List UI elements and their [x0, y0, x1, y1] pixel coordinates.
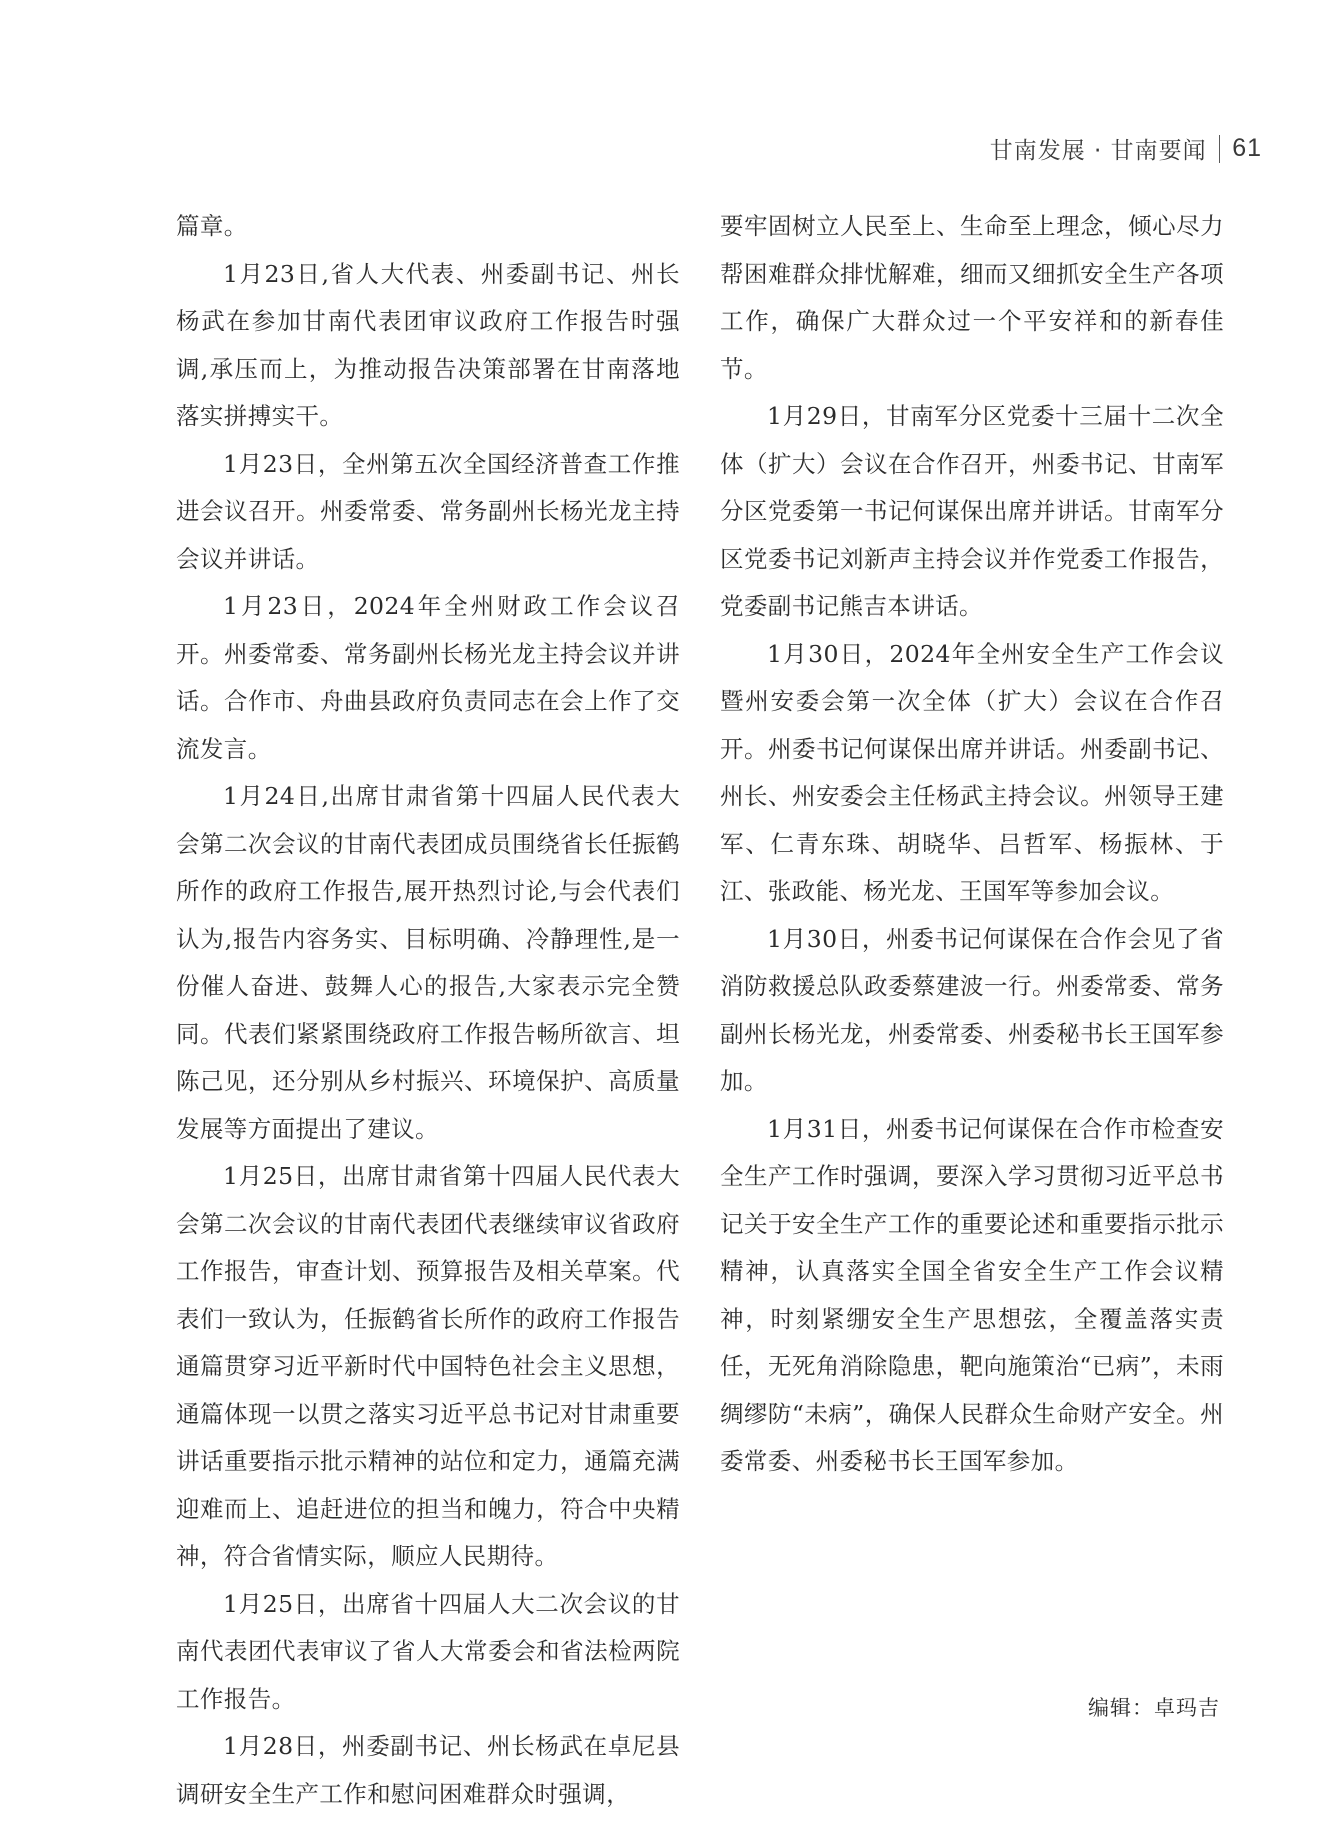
editor-credit: 编辑：卓玛吉 — [1088, 1696, 1220, 1720]
paragraph: 1月30日，州委书记何谋保在合作会见了省消防救援总队政委蔡建波一行。州委常委、常务副州长杨光龙，州委常委、州委秘书长王国军参加。 — [720, 924, 1224, 1095]
left-column — [176, 203, 680, 1818]
right-column — [720, 203, 1224, 1486]
running-header — [990, 132, 1262, 165]
paragraph: 1月30日，2024年全州安全生产工作会议暨州安委会第一次全体（扩大）会议在合作召开。州委书记何谋保出席并讲话。州委副书记、州长、州安委会主任杨武主持会议。州领导王建军、仁青东珠、胡晓华、吕哲军、杨振林、于江、张政能、杨光龙、王国军等参加会议。 — [720, 639, 1224, 905]
section-title: 甘南发展 · 甘南要闻 — [989, 138, 1207, 164]
paragraph: 篇章。 — [176, 212, 248, 240]
paragraph: 要牢固树立人民至上、生命至上理念，倾心尽力帮困难群众排忧解难，细而又细抓安全生产各项工作，确保广大群众过一个平安祥和的新春佳节。 — [720, 212, 1224, 383]
header-divider — [1219, 135, 1221, 163]
paragraph: 1月24日,出席甘肃省第十四届人民代表大会第二次会议的甘南代表团成员围绕省长任振鹤所作的政府工作报告,展开热烈讨论,与会代表们认为,报告内容务实、目标明确、冷静理性,是一份催人奋进、鼓舞人心的报告,大家表示完全赞同。代表们紧紧围绕政府工作报告畅所欲言、坦陈己见，还分别从乡村振兴、环境保护、高质量发展等方面提出了建议。 — [176, 782, 680, 1143]
paragraph: 1月25日，出席省十四届人大二次会议的甘南代表团代表审议了省人大常委会和省法检两院工作报告。 — [176, 1589, 680, 1713]
paragraph: 1月23日，2024年全州财政工作会议召开。州委常委、常务副州长杨光龙主持会议并讲话。合作市、舟曲县政府负责同志在会上作了交流发言。 — [176, 592, 680, 763]
page-number: 61 — [1232, 134, 1262, 162]
paragraph: 1月23日,省人大代表、州委副书记、州长杨武在参加甘南代表团审议政府工作报告时强调,承压而上，为推动报告决策部署在甘南落地落实拼搏实干。 — [176, 259, 680, 430]
paragraph: 1月23日，全州第五次全国经济普查工作推进会议召开。州委常委、常务副州长杨光龙主持会议并讲话。 — [176, 449, 680, 573]
paragraph: 1月28日，州委副书记、州长杨武在卓尼县调研安全生产工作和慰问困难群众时强调， — [176, 1732, 680, 1808]
paragraph: 1月31日，州委书记何谋保在合作市检查安全生产工作时强调，要深入学习贯彻习近平总书记关于安全生产工作的重要论述和重要指示批示精神，认真落实全国全省安全生产工作会议精神，时刻紧绷安全生产思想弦，全覆盖落实责任，无死角消除隐患，靶向施策治“已病”，未雨绸缪防“未病”，确保人民群众生命财产安全。州委常委、州委秘书长王国军参加。 — [720, 1114, 1224, 1475]
paragraph: 1月25日，出席甘肃省第十四届人民代表大会第二次会议的甘南代表团代表继续审议省政府工作报告，审查计划、预算报告及相关草案。代表们一致认为，任振鹤省长所作的政府工作报告通篇贯穿习近平新时代中国特色社会主义思想，通篇体现一以贯之落实习近平总书记对甘肃重要讲话重要指示批示精神的站位和定力，通篇充满迎难而上、追赶进位的担当和魄力，符合中央精神，符合省情实际，顺应人民期待。 — [176, 1162, 680, 1570]
paragraph: 1月29日，甘南军分区党委十三届十二次全体（扩大）会议在合作召开，州委书记、甘南军分区党委第一书记何谋保出席并讲话。甘南军分区党委书记刘新声主持会议并作党委工作报告，党委副书记熊吉本讲话。 — [720, 402, 1224, 620]
